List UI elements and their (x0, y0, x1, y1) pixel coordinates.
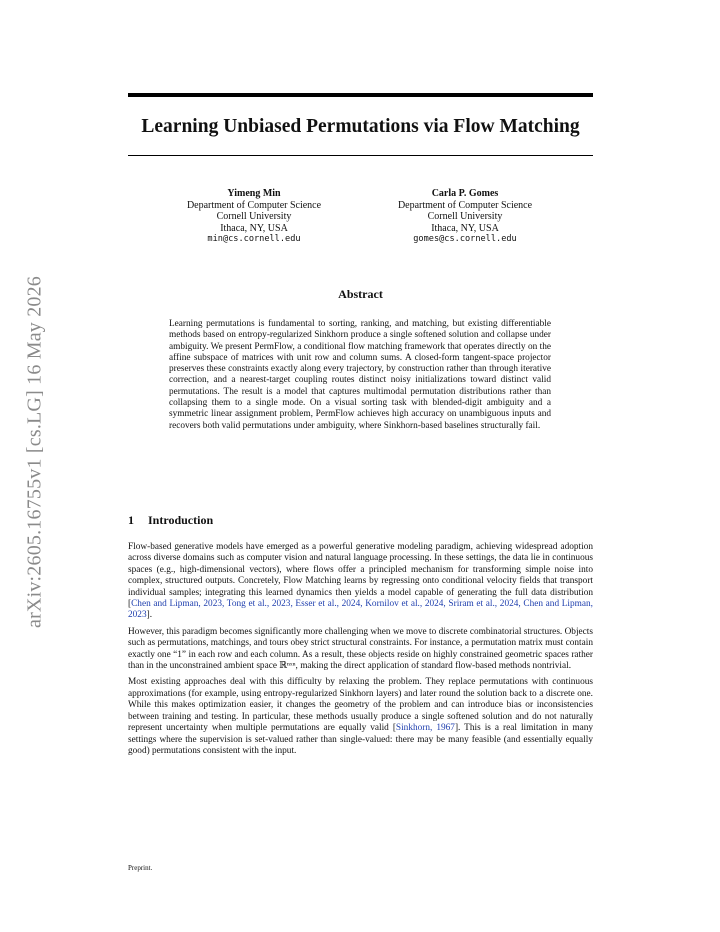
author-email[interactable]: min@cs.cornell.edu (207, 234, 301, 245)
paragraph-text: Flow-based generative models have emerged as a powerful generative modeling paradigm, achieving widespread adoption across diverse domains such as computer vision and natural language processing. In these settings, the data lie in continuous spaces (e.g., high-dimensional vectors), where flows offer a principled mechanism for transforming simple noise into complex, structured outputs. Concretely, Flow Matching learns by regressing onto conditional velocity fields that transport individual samples; integrating this learned dynamics then yields a model capable of generating the full data distribution [ (128, 542, 593, 610)
author-department: Department of Computer Science (397, 199, 533, 211)
section-number: 1 (128, 513, 134, 527)
arxiv-identifier: arXiv:2605.16755v1 [cs.LG] 16 May 2026 (23, 276, 46, 628)
author-name: Carla P. Gomes (431, 188, 499, 199)
author-department: Department of Computer Science (186, 199, 322, 211)
author-university: Cornell University (216, 211, 292, 223)
author-name: Yimeng Min (227, 188, 281, 199)
author-university: Cornell University (427, 211, 503, 223)
author-block-1 (168, 188, 340, 246)
abstract-text: Learning permutations is fundamental to sorting, ranking, and matching, but existing differentiable methods based on entropy-regularized Sinkhorn produce a single softened solution and collapse under ambiguity. We present PermFlow, a conditional flow matching framework that operates directly on the affine subspace of matrices with unit row and column sums. A closed-form tangent-space projector preserves these constraints exactly along every trajectory, by construction rather than through iterative correction, and a nearest-target coupling routes distinct noisy initializations toward distinct valid permutations. The result is a model that captures multimodal permutation distributions rather than collapsing them to a single mode. On a visual sorting task with blended-digit ambiguity and a symmetric linear assignment problem, PermFlow achieves high accuracy on unambiguous inputs and recovers both valid permutations under ambiguity, where Sinkhorn-based baselines structurally fail. (169, 319, 551, 431)
paragraph-1 (128, 542, 593, 622)
paragraph-3 (128, 677, 593, 757)
paragraph-text: ]. (146, 610, 153, 621)
citation-link[interactable]: Chen and Lipman, 2023, Tong et al., 2023, Esser et al., 2024, Kornilov et al., 2024, Sriram et al., 2024, Chen and Lipman, 2023 (128, 599, 593, 621)
section-body (128, 542, 593, 762)
paragraph-2: However, this paradigm becomes significantly more challenging when we move to discrete combinatorial structures. Objects such as permutations, matchings, and tours obey strict structural constraints. For instance, a permutation matrix must contain exactly one “1” in each row and each column. As a result, these objects reside on highly constrained geometric spaces rather than in the unconstrained ambient space ℝⁿˣⁿ, making the direct application of standard flow-based methods nontrivial. (128, 626, 593, 672)
author-location: Ithaca, NY, USA (431, 222, 499, 234)
author-email[interactable]: gomes@cs.cornell.edu (413, 234, 517, 245)
paragraph-text: Most existing approaches deal with this difficulty by relaxing the problem. They replace permutations with continuous approximations (for example, using entropy-regularized Sinkhorn layers) and later round the solution back to a discrete one. While this makes optimization easier, it changes the geometry of the problem and can introduce bias or inconsistencies between training and testing. In particular, these methods usually produce a single softened solution and do not naturally represent uncertainty when multiple permutations are equally valid [ (128, 677, 593, 734)
paragraph-text: ]. This is a real limitation in many settings where the supervision is set-valued rather than single-valued: there may be many feasible (and essentially equally good) permutations consistent with the input. (128, 723, 593, 756)
title-top-rule (128, 93, 593, 97)
footer-note: Preprint. (128, 864, 153, 872)
author-block-2 (378, 188, 552, 246)
author-location: Ithaca, NY, USA (220, 222, 288, 234)
abstract-heading: Abstract (338, 287, 383, 301)
citation-link[interactable]: Sinkhorn, 1967 (395, 723, 455, 734)
section-heading (128, 513, 213, 528)
paper-title: Learning Unbiased Permutations via Flow Matching (141, 116, 580, 137)
title-bottom-rule (128, 155, 593, 156)
section-title: Introduction (148, 513, 214, 527)
